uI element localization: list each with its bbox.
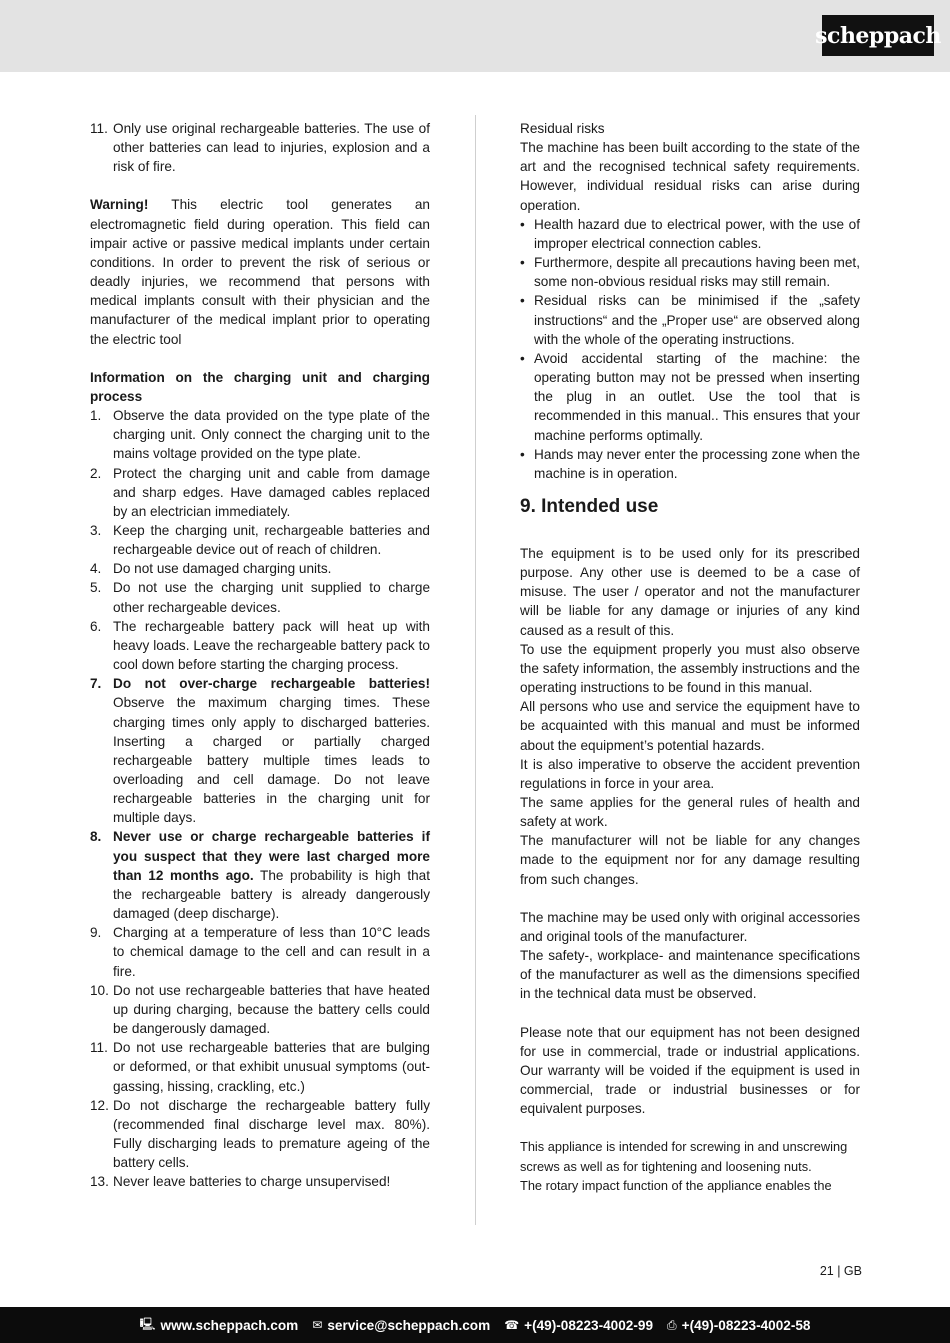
fax-icon: ⎙ <box>667 1317 677 1332</box>
column-divider <box>475 115 476 1225</box>
page-number: 21 | GB <box>819 1264 862 1278</box>
list-item <box>90 521 430 559</box>
item-text: Do not use rechargeable batteries that have heated up during charging, because the battery cells could be dangerously damaged. <box>113 982 430 1037</box>
bullet-item: • Hands may never enter the processing zone when the machine is in operation. <box>520 445 860 483</box>
item-number: 5. <box>90 580 102 596</box>
phone-number: +(49)-08223-4002-99 <box>524 1317 654 1333</box>
bullet-item: • Furthermore, despite all precautions having been met, some non-obvious residual risks may still remain. <box>520 253 860 291</box>
item-number: 7. <box>90 676 102 692</box>
item-number: 12. <box>90 1097 109 1113</box>
charging-list <box>90 406 430 1191</box>
list-item <box>90 827 430 923</box>
item-number: 11. <box>90 121 108 136</box>
item-number: 13. <box>90 1174 109 1190</box>
accessory-paragraph: The machine may be used only with original accessories and original tools of the manufacturer. <box>520 909 861 944</box>
list-item <box>90 923 430 980</box>
list-item <box>90 1172 430 1191</box>
item-text: Do not use rechargeable batteries that are bulging or deformed, or that exhibit unusual symptoms (out-gassing, hissing, crackling, etc.) <box>113 1040 430 1094</box>
list-item <box>90 559 430 578</box>
intended-paragraph: It is also imperative to observe the accident prevention regulations in force in your area. <box>520 756 860 791</box>
list-item <box>90 1096 430 1173</box>
item-text: Charging at a temperature of less than 10°C leads to chemical damage to the cell and can result in a fire. <box>113 925 430 979</box>
list-item <box>90 674 430 827</box>
email-link[interactable]: service@scheppach.com <box>327 1317 491 1333</box>
battery-list-continued <box>90 119 430 176</box>
appliance-paragraph: This appliance is intended for screwing in and unscrewing screws as well as for tightening and loosening nuts. <box>520 1139 848 1174</box>
list-item <box>90 406 430 463</box>
item-text: Do not use the charging unit supplied to charge other rechargeable devices. <box>113 580 430 615</box>
right-column <box>520 119 860 1195</box>
item-text: Observe the maximum charging times. These charging times only apply to discharged batteries. Inserting a charged or partially charged rechargeable battery multiple times leads to overloading and cell damage. Do not leave rechargeable batteries in the charging unit for multiple days. <box>113 695 430 826</box>
residual-risks-title: Residual risks <box>520 121 605 136</box>
appliance-paragraph: The rotary impact function of the appliance enables the <box>520 1177 832 1193</box>
item-text: Do not discharge the rechargeable battery fully (recommended final discharge level max. 80%). Fully discharging leads to premature ageing of the battery cells. <box>113 1097 430 1171</box>
accessory-paragraph: The safety-, workplace- and maintenance specifications of the manufacturer as well as the dimensions specified in the technical data must be observed. <box>520 948 860 1002</box>
list-item <box>90 1038 430 1095</box>
item-bold-text: Never use or charge rechargeable batteries if you suspect that they were last charged more than 12 months ago. <box>113 829 430 883</box>
fax-number: +(49)-08223-4002-58 <box>681 1317 811 1333</box>
item-text: Keep the charging unit, rechargeable batteries and rechargeable device out of reach of children. <box>113 522 430 558</box>
bullet-item: • Health hazard due to electrical power, with the use of improper electrical connection cables. <box>520 215 860 253</box>
scheppach-logo: scheppach <box>822 15 934 56</box>
item-text: Do not use damaged charging units. <box>113 561 332 577</box>
telephone-icon: ☎ <box>504 1318 520 1332</box>
item-text: The probability is high that the rechargeable battery is already dangerously damaged (deep discharge). <box>113 867 430 922</box>
item-bold-text: Do not over-charge rechargeable batteries! <box>113 676 430 692</box>
section-heading-intended-use: 9. Intended use <box>520 495 659 517</box>
footer-phone <box>504 1318 653 1333</box>
left-column <box>90 119 430 1191</box>
charging-heading: Information on the charging unit and charging process <box>90 369 430 404</box>
footer-fax <box>667 1318 810 1333</box>
bullet-item: • Avoid accidental starting of the machine: the operating button may not be pressed when inserting the plug in an outlet. Use the tool that is recommended in this manual.. This ensures that your machine performs optimally. <box>520 349 860 445</box>
item-text: Protect the charging unit and cable from damage and sharp edges. Have damaged cables replaced by an electrician immediately. <box>113 465 430 519</box>
item-text: The rechargeable battery pack will heat up with heavy loads. Leave the rechargeable battery pack to cool down before starting the charging process. <box>113 618 430 673</box>
item-number: 4. <box>90 561 102 577</box>
mail-icon: ✉ <box>312 1318 323 1332</box>
intended-paragraph: The same applies for the general rules of health and safety at work. <box>520 795 860 830</box>
list-item <box>90 119 430 176</box>
list-item <box>90 617 430 674</box>
intended-paragraph: All persons who use and service the equipment have to be acquainted with this manual and must be informed about the equipment’s potential hazards. <box>520 699 860 753</box>
warning-paragraph <box>90 195 430 348</box>
warning-label: Warning! <box>90 197 149 213</box>
item-number: 8. <box>90 829 102 845</box>
item-number: 1. <box>90 408 102 424</box>
list-item <box>90 981 430 1038</box>
footer-bar <box>0 1307 950 1343</box>
list-item <box>90 578 430 616</box>
bullet-item: • Residual risks can be minimised if the „safety instructions“ and the „Proper use“ are observed along with the whole of the operating instructions. <box>520 291 860 348</box>
item-number: 3. <box>90 522 102 538</box>
item-number: 2. <box>90 465 102 481</box>
intended-paragraph: The equipment is to be used only for its prescribed purpose. Any other use is deemed to be a case of misuse. The user / operator and not the manufacturer will be liable for any damage or injuries of any kind caused as a result of this. <box>520 545 860 638</box>
item-text: Only use original rechargeable batteries. The use of other batteries can lead to injuries, explosion and a risk of fire. <box>113 121 430 175</box>
header-band <box>0 0 950 72</box>
footer-website[interactable] <box>140 1315 299 1336</box>
intended-paragraph: The manufacturer will not be liable for any changes made to the equipment nor for any damage resulting from such changes. <box>520 833 860 887</box>
item-number: 10. <box>90 982 109 998</box>
website-link[interactable]: www.scheppach.com <box>160 1317 299 1333</box>
item-text: Never leave batteries to charge unsupervised! <box>113 1174 391 1190</box>
intended-paragraph: To use the equipment properly you must also observe the safety information, the assembly instructions and the operating instructions to be found in this manual. <box>520 641 860 696</box>
item-number: 11. <box>90 1040 108 1056</box>
residual-risks-list <box>520 215 860 483</box>
warranty-paragraph: Please note that our equipment has not been designed for use in commercial, trade or industrial applications. Our warranty will be voided if the equipment is used in commercial, trade or industrial businesses or for equivalent purposes. <box>520 1024 860 1117</box>
residual-risks-intro: The machine has been built according to the state of the art and the recognised technical safety requirements. However, individual residual risks can arise during operation. <box>520 140 860 213</box>
footer-email[interactable] <box>312 1318 490 1333</box>
item-number: 9. <box>90 925 102 941</box>
computer-icon: 🖳 <box>139 1316 156 1331</box>
list-item <box>90 464 430 521</box>
item-text: Observe the data provided on the type plate of the charging unit. Only connect the charging unit to the mains voltage provided on the type plate. <box>113 408 430 462</box>
item-number: 6. <box>90 618 102 634</box>
warning-text: This electric tool generates an electromagnetic field during operation. This field can impair active or passive medical implants under certain conditions. In order to prevent the risk of serious or deadly injuries, we recommend that persons with medical implants consult with their physician and the manufacturer of the medical implant prior to operating the electric tool <box>90 197 430 347</box>
